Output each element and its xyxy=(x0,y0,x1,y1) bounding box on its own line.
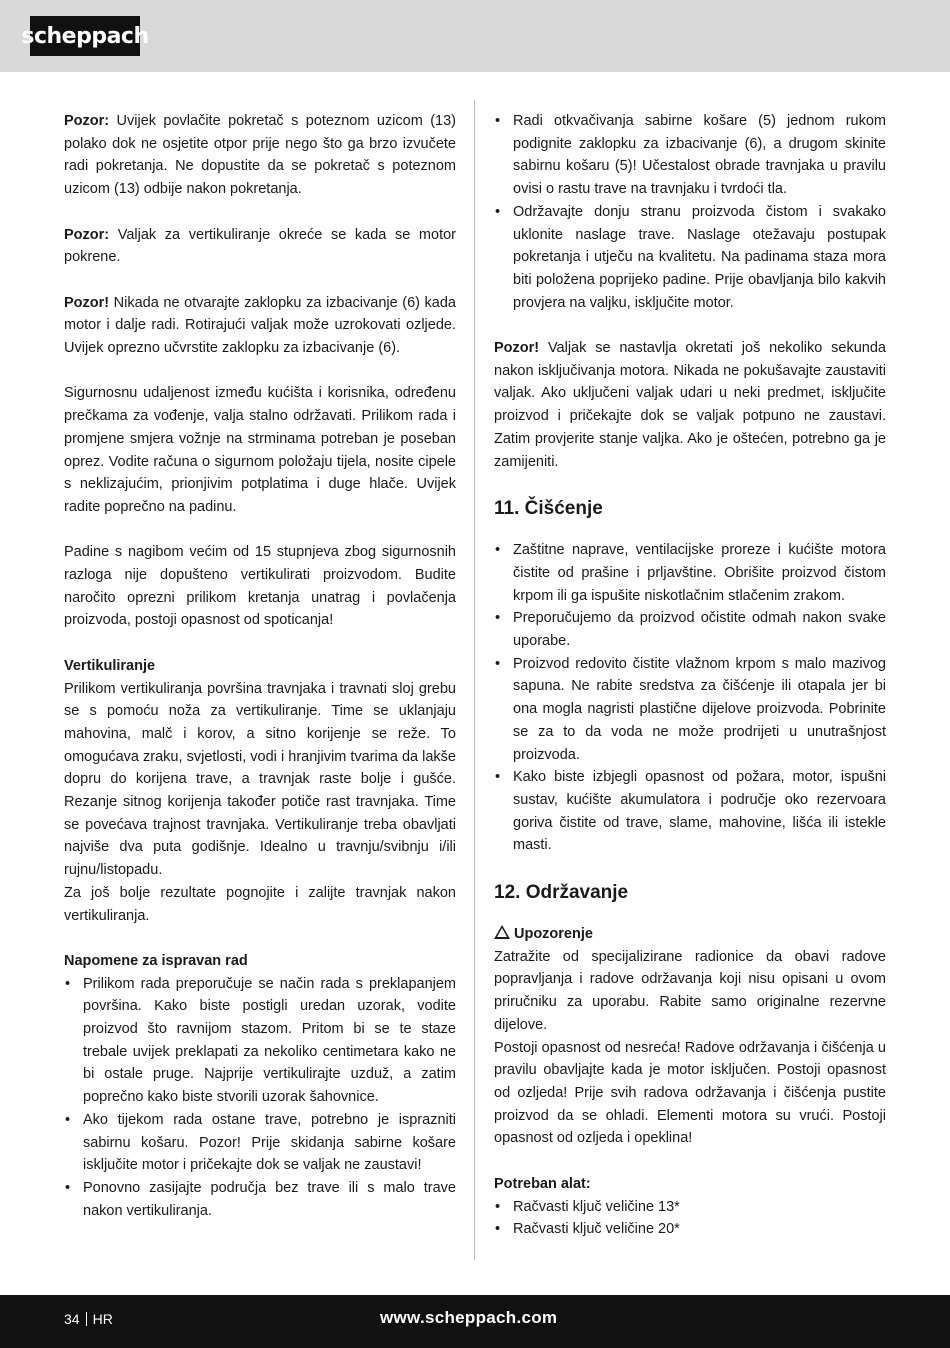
section-title-cleaning: 11. Čišćenje xyxy=(494,498,603,520)
list-item: • Preporučujemo da proizvod očistite odmah nakon svake uporabe. xyxy=(494,607,886,652)
brand-logo: scheppach xyxy=(30,16,140,56)
page-indicator xyxy=(64,1311,113,1327)
list-item: • Zaštitne naprave, ventilacijske proreze i kućište motora čistite od prašine i prljavštine. Obrišite proizvod čistom krpom ili ga ispušite niskotlačnim stlačenim zrakom. xyxy=(494,539,886,607)
page-number: 34 xyxy=(64,1311,80,1327)
heading-tools: Potreban alat: xyxy=(494,1175,591,1192)
list-item: • Prilikom rada preporučuje se način rada s preklapanjem površina. Kako biste postigli uredan uzorak, vodite proizvod što ravnijom stazom. Pritom bi se te staze trebale uvijek preklapati za nekoliko centimetara kako ne bi ostale pruge. Najprije vertikulirajte uzduž, a zatim poprečno kako biste stvorili uzorak šahovnice. xyxy=(64,973,456,1109)
paragraph-warning: Zatražite od specijalizirane radionice da obavi radove popravljanja i radove održavanja koji nisu opisani u ovom priručniku za uporabu. Rabite samo originalne rezervne dijelove. xyxy=(494,948,886,1033)
basket-list xyxy=(494,110,886,314)
list-item: • Račvasti ključ veličine 13* xyxy=(494,1196,886,1219)
language-code: HR xyxy=(92,1311,113,1327)
paragraph-roller-stop-caution: Pozor! Valjak se nastavlja okretati još nekoliko sekunda nakon isključivanja motora. Nikada ne pokušavajte zaustaviti valjak. Ako uključeni valjak udari u neki predmet, isključite proizvod i pričekajte dok se valjak potpuno ne zaustavi. Zatim provjerite stanje valjka. Ako je oštećen, potrebno ga je zamijeniti. xyxy=(494,340,886,470)
caution-label: Pozor! xyxy=(494,340,540,357)
operating-notes-list xyxy=(64,973,456,1223)
list-item: • Radi otkvačivanja sabirne košare (5) jednom rukom podignite zaklopku za izbacivanje (6), a drugom skinite sabirnu košaru (5)! Učestalost obrade travnjaka u pravilu ovisi o rastu trave na travnjaku i tvrdoći tla. xyxy=(494,110,886,201)
heading-vertikuliranje: Vertikuliranje xyxy=(64,657,156,674)
list-item: • Održavajte donju stranu proizvoda čistom i svakako uklonite naslage trave. Naslage otežavaju postupak pokretanja i utječu na kvalitetu. Na padinama staza mora biti položena poprijeko padine. Prije obavljanja bilo kakvih provjera na valjku, isključite motor. xyxy=(494,201,886,315)
section-title-maintenance: 12. Održavanje xyxy=(494,882,629,904)
right-column xyxy=(494,110,886,1241)
footer-separator xyxy=(86,1312,87,1326)
caution-label: Pozor! xyxy=(64,294,110,311)
footer-bar xyxy=(0,1295,950,1348)
caution-label: Pozor: xyxy=(64,113,110,129)
caution-label: Pozor: xyxy=(64,226,110,243)
list-item: • Račvasti ključ veličine 20* xyxy=(494,1218,886,1241)
warning-heading: Upozorenje xyxy=(494,923,886,946)
paragraph-roller-caution: Pozor: Valjak za vertikuliranje okreće se kada se motor pokrene. xyxy=(64,226,456,266)
header-bar xyxy=(0,0,950,72)
tools-list xyxy=(494,1196,886,1241)
column-divider xyxy=(474,100,475,1260)
list-item: • Proizvod redovito čistite vlažnom krpom s malo mazivog sapuna. Ne rabite sredstva za čišćenje ili otapala jer bi ona mogla nagristi plastične dijelove proizvoda. Pobrinite se za to da voda ne može prodrijeti u unutrašnjost proizvoda. xyxy=(494,653,886,767)
list-item: • Ponovno zasijajte područja bez trave ili s malo trave nakon vertikuliranja. xyxy=(64,1177,456,1222)
cleaning-list xyxy=(494,539,886,857)
paragraph-warning-2: Postoji opasnost od nesreća! Radove održavanja i čišćenja u pravilu obavljajte kada je motor isključen. Postoji opasnost od ozljeda! Prije svih radova održavanja i čišćenja pustite proizvod da se ohladi. Elementi motora su vrući. Postoji opasnost od ozljeda i opeklina! xyxy=(494,1039,886,1147)
paragraph-flap-caution: Pozor! Nikada ne otvarajte zaklopku za izbacivanje (6) kada motor i dalje radi. Rotirajući valjak može uzrokovati ozljede. Uvijek oprezno učvrstite zaklopku za izbacivanje (6). xyxy=(64,294,456,356)
paragraph-vertikuliranje: Prilikom vertikuliranja površina travnjaka i travnati sloj grebu se s pomoću noža za vertikuliranje. Time se uklanjaju mahovina, malč i korov, a sitno korijenje se reže. To omogućava zraku, svjetlosti, vodi i hranjivim tvarima da lakše dopru do korijena trave, a travnjak raste bolje i gušće. Rezanje sitnog korijenja također potiče rast travnjaka. Time se povećava trajnost travnjaka. Vertikuliranje treba obavljati najviše dva puta godišnje. Idealno u travnju/svibnju i/ili rujnu/listopadu. xyxy=(64,680,456,879)
warning-triangle-icon xyxy=(494,925,510,939)
paragraph-start-caution: Pozor: Uvijek povlačite pokretač s poteznom uzicom (13) polako dok ne osjetite otpor prije nego što ga brzo izvučete radi pokretanja. Ne dopustite da se pokretač s poteznom uzicom (13) odbije nakon pokretanja. xyxy=(64,113,456,198)
list-item: • Kako biste izbjegli opasnost od požara, motor, ispušni sustav, kućište akumulatora i područje oko rezervoara goriva čistite od trave, slame, mahovine, lišća ili istekle masti. xyxy=(494,766,886,857)
paragraph-vertikuliranje-tip: Za još bolje rezultate pognojite i zalijte travnjak nakon vertikuliranja. xyxy=(64,884,456,924)
list-item: • Ako tijekom rada ostane trave, potrebno je isprazniti sabirnu košaru. Pozor! Prije skidanja sabirne košare isključite motor i pričekajte dok se valjak ne zaustavi! xyxy=(64,1109,456,1177)
paragraph-slopes: Padine s nagibom većim od 15 stupnjeva zbog sigurnosnih razloga nije dopušteno vertikulirati proizvodom. Budite naročito oprezni prilikom kretanja unatrag i povlačenja proizvoda, postoji opasnost od spoticanja! xyxy=(64,544,456,629)
paragraph-safety-distance: Sigurnosnu udaljenost između kućišta i korisnika, određenu prečkama za vođenje, valja stalno održavati. Prilikom rada i promjene smjera vožnje na strminama potreban je poseban oprez. Vodite računa o sigurnom položaju tijela, nosite cipele s neklizajućim, prionjivim potplatima i duge hlače. Uvijek radite poprečno na padinu. xyxy=(64,385,456,515)
footer-url: www.scheppach.com xyxy=(380,1308,558,1327)
left-column xyxy=(64,110,456,1222)
heading-operating-notes: Napomene za ispravan rad xyxy=(64,952,248,969)
